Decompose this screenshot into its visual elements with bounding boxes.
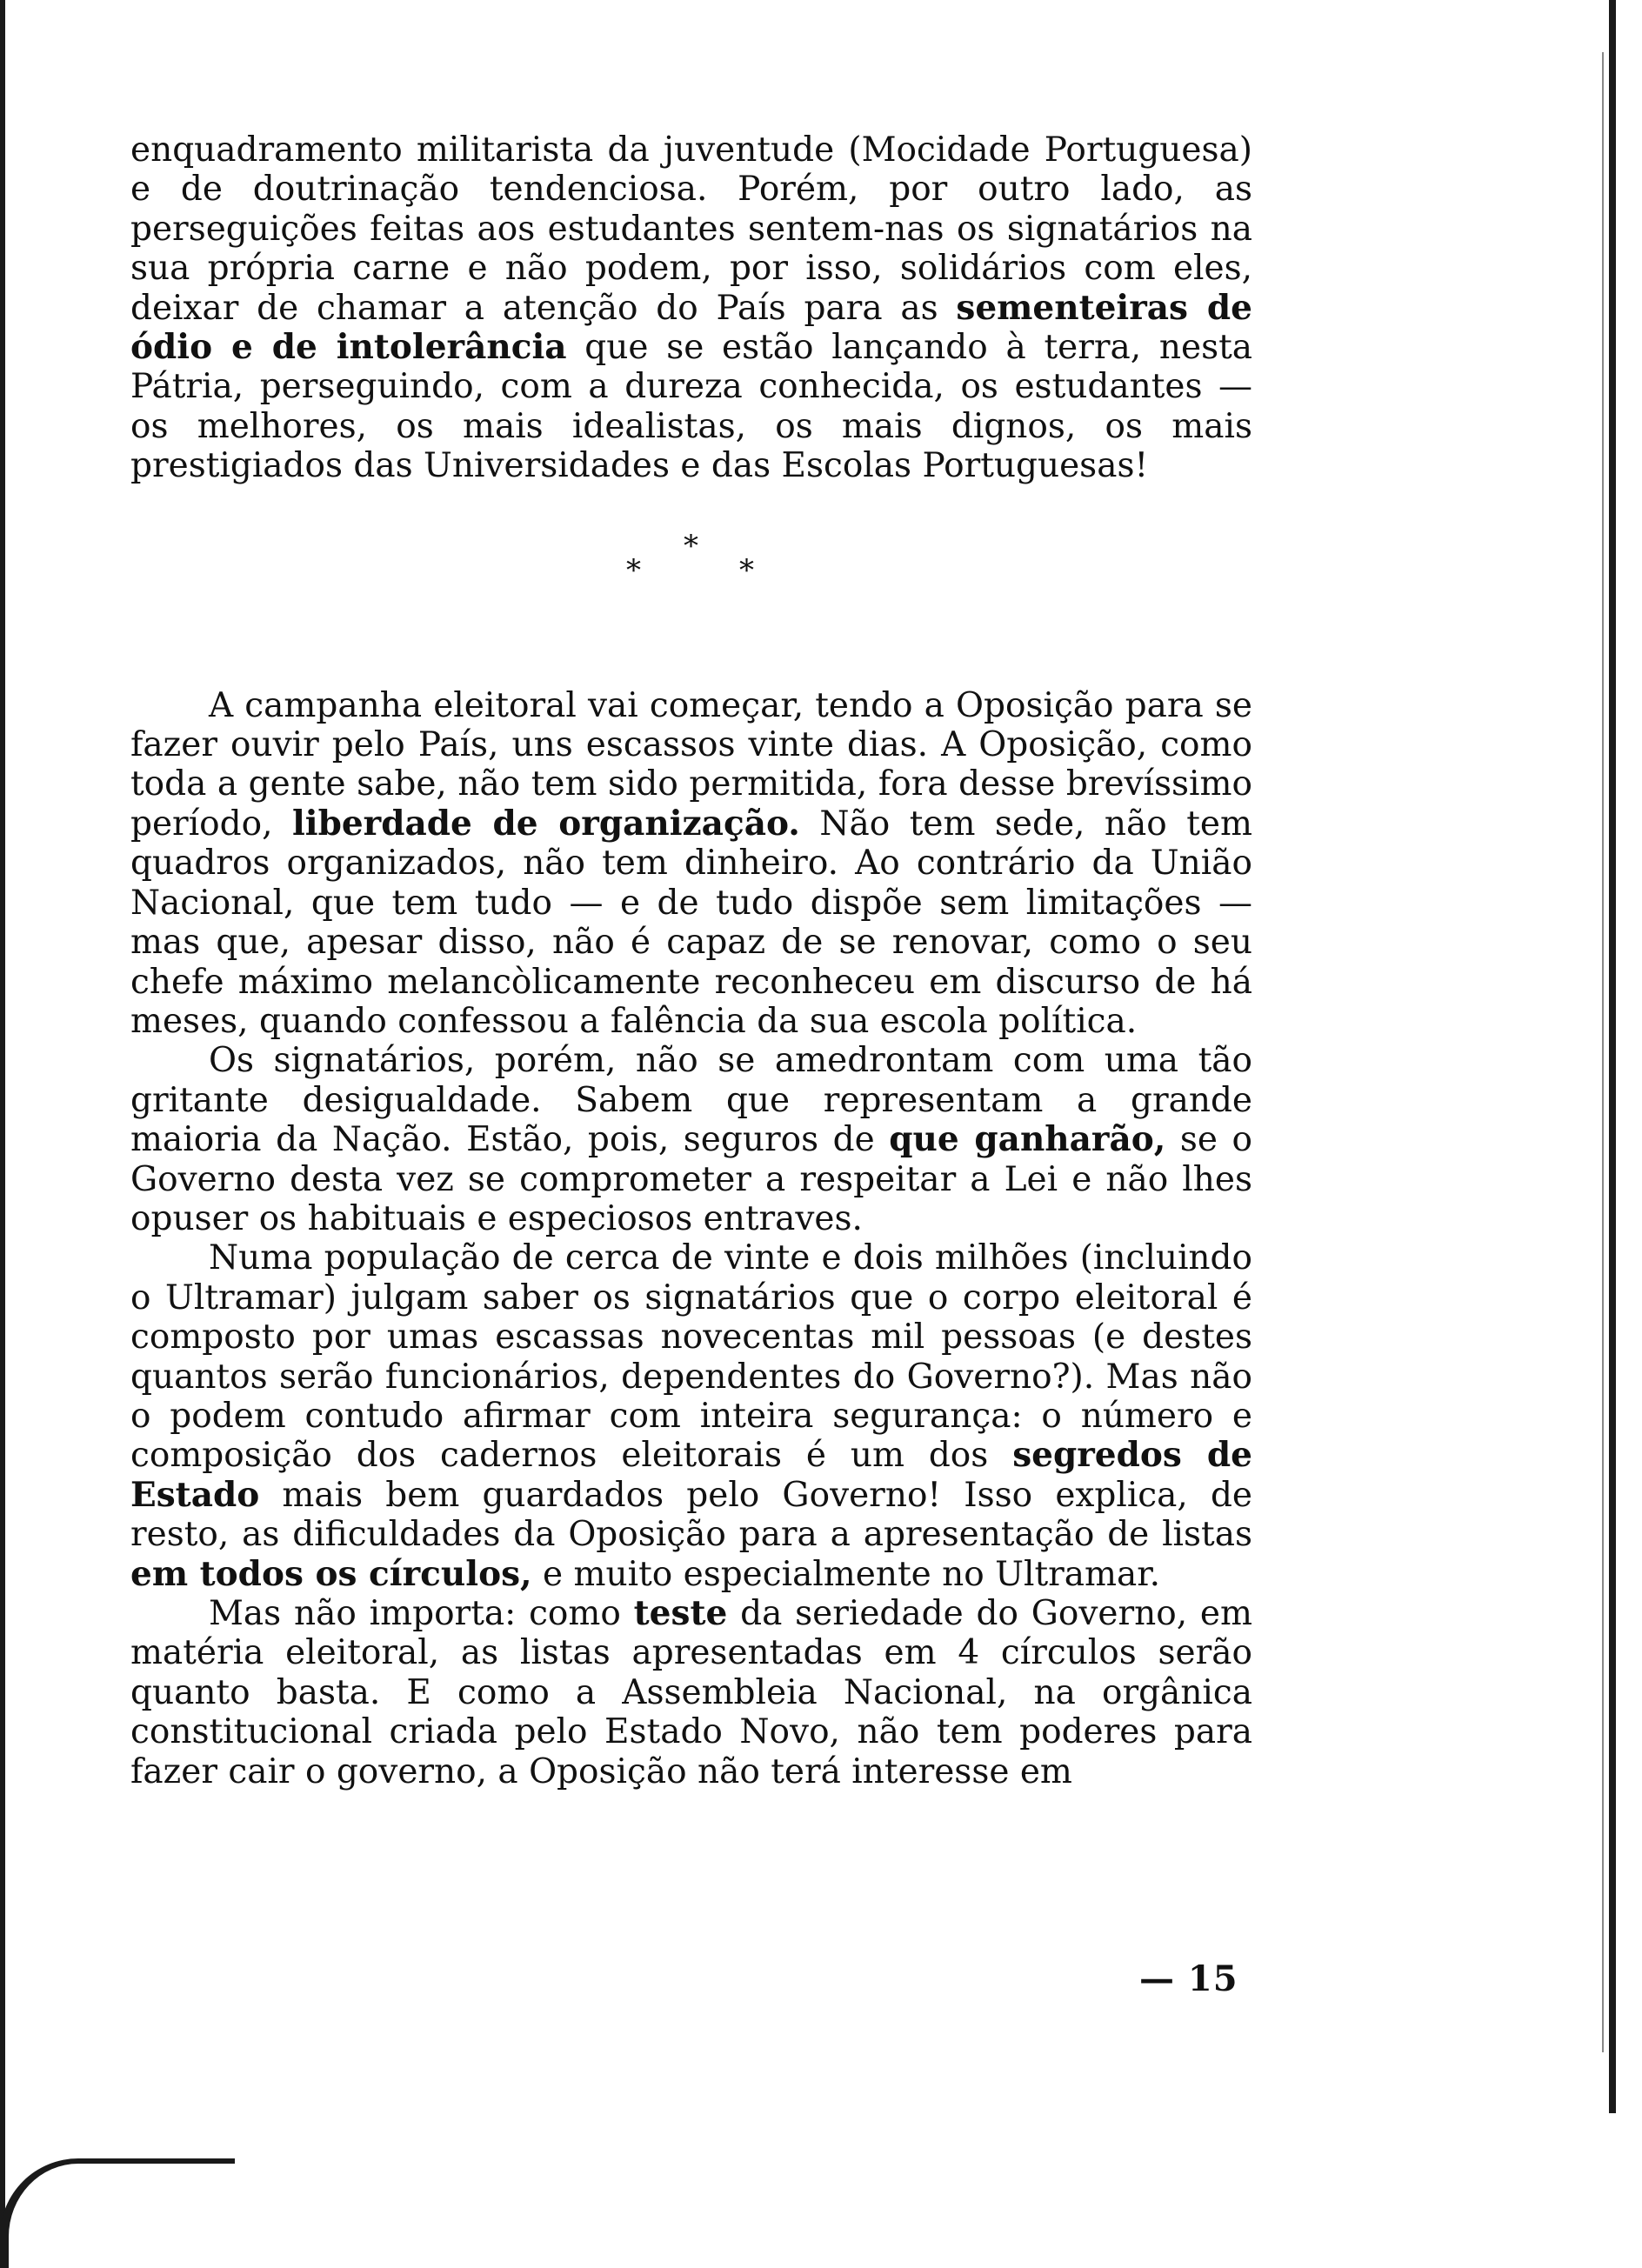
page-number: — 15 bbox=[1139, 1958, 1238, 1999]
page-right-edge-line bbox=[1602, 52, 1604, 2052]
bold-phrase: segredos de Estado bbox=[130, 1435, 1252, 1515]
bold-phrase: sementeiras de ódio e de intolerância bbox=[130, 287, 1252, 368]
page-corner-mark bbox=[0, 2158, 235, 2268]
paragraph-1 bbox=[130, 130, 1252, 486]
text-run: Não tem sede, não tem quadros organizados, não tem dinheiro. Ao contrário da União Nacional, que tem tudo — e de tudo dispõe sem limitações — mas que, apesar disso, não é capaz de se renovar, como o seu chefe máximo melancòlicamente reconheceu em discurso de há meses, quando confessou a falência da sua escola política. bbox=[130, 804, 1252, 1041]
asterisk-top: * bbox=[684, 528, 698, 564]
bold-phrase: que ganharão, bbox=[889, 1119, 1166, 1160]
paragraph-2 bbox=[130, 686, 1252, 1042]
text-column bbox=[130, 130, 1252, 1791]
text-run: Mas não importa: como bbox=[209, 1594, 634, 1633]
page-right-edge bbox=[1609, 0, 1616, 2113]
text-run: Os signatários, porém, não se amedrontam com uma tão gritante desigualdade. Sabem que representam a grande maioria da Nação. Estão, pois, seguros de bbox=[130, 1041, 1252, 1160]
text-run: e muito especialmente no Ultramar. bbox=[531, 1554, 1161, 1594]
paragraph-3 bbox=[130, 1041, 1252, 1238]
bold-phrase: liberdade de organização. bbox=[291, 803, 800, 844]
asterism-separator bbox=[130, 486, 1252, 686]
asterisk-right: * bbox=[739, 552, 754, 588]
paragraph-5 bbox=[130, 1594, 1252, 1791]
asterisk-left: * bbox=[626, 552, 641, 588]
text-run: Numa população de cerca de vinte e dois milhões (incluindo o Ultramar) julgam saber os signatários que o corpo eleitoral é composto por umas escassas novecentas mil pessoas (e destes quantos serão funcionários, dependentes do Governo?). Mas não o podem contudo afirmar com inteira segurança: o número e composição dos cadernos eleitorais é um dos bbox=[130, 1238, 1252, 1476]
bold-phrase: em todos os círculos, bbox=[130, 1553, 532, 1594]
page-left-edge bbox=[0, 0, 5, 2268]
text-run: mais bem guardados pelo Governo! Isso explica, de resto, as dificuldades da Oposição para a apresentação de listas bbox=[130, 1475, 1252, 1555]
paragraph-4 bbox=[130, 1238, 1252, 1594]
bold-phrase: teste bbox=[633, 1593, 728, 1633]
text-run: que se estão lançando à terra, nesta Pátria, perseguindo, com a dureza conhecida, os estudantes — os melhores, os mais idealistas, os mais dignos, os mais prestigiados das Universidades e das Escolas Portuguesas! bbox=[130, 328, 1253, 486]
text-run: da seriedade do Governo, em matéria eleitoral, as listas apresentadas em 4 círculos serão quanto basta. E como a Assembleia Nacional, na orgânica constitucional criada pelo Estado Novo, não tem poderes para fazer cair o governo, a Oposição não terá interesse em bbox=[130, 1594, 1252, 1791]
text-run: A campanha eleitoral vai começar, tendo a Oposição para se fazer ouvir pelo País, uns escassos vinte dias. A Oposição, como toda a gente sabe, não tem sido permitida, fora desse brevíssimo período, bbox=[130, 685, 1252, 844]
text-run: se o Governo desta vez se comprometer a respeitar a Lei e não lhes opuser os habituais e especiosos entraves. bbox=[130, 1120, 1252, 1238]
text-run: enquadramento militarista da juventude (Mocidade Portuguesa) e de doutrinação tendenciosa. Porém, por outro lado, as perseguições feitas aos estudantes sentem-nas os signatários na sua própria carne e não podem, por isso, solidários com eles, deixar de chamar a atenção do País para as bbox=[130, 130, 1252, 328]
